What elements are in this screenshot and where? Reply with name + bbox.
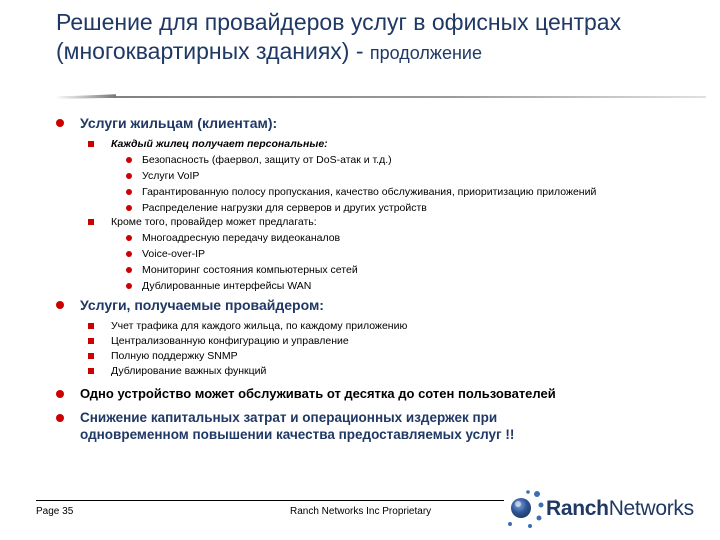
bullet-square-icon: [88, 219, 94, 225]
bullet-dot-icon: [126, 235, 132, 241]
bullet-dot-icon: [126, 283, 132, 289]
section-label-line-2: одновременном повышении качества предоставляемых услуг !!: [80, 427, 515, 442]
list-item-text: Гарантированную полосу пропускания, качество обслуживания, приоритизацию приложений: [142, 186, 597, 198]
bullet-dot-icon: [56, 414, 64, 422]
title-continuation: продолжение: [369, 43, 482, 63]
title-divider: [56, 96, 706, 98]
logo-wordmark: [546, 497, 694, 521]
list-item-text: Распределение нагрузки для серверов и других устройств: [142, 202, 427, 214]
bullet-dot-icon: [56, 390, 64, 398]
sub-label: Каждый жилец получает персональные:: [111, 138, 328, 150]
bullet-dot-icon: [56, 119, 64, 127]
globe-logo-icon: [506, 488, 546, 530]
bullet-dot-icon: [126, 157, 132, 163]
bullet-dot-icon: [126, 173, 132, 179]
list-item-text: Многоадресную передачу видеоканалов: [142, 232, 341, 244]
list-item-text: Дублирование важных функций: [111, 365, 267, 377]
title-line-2: [56, 37, 696, 68]
logo-text-light: Networks: [608, 497, 694, 520]
company-logo: [506, 488, 696, 530]
list-item-text: Безопасность (фаервол, защиту от DoS-атак и т.д.): [142, 154, 392, 166]
proprietary-notice: Ranch Networks Inc Proprietary: [290, 506, 432, 517]
bullet-square-icon: [88, 368, 94, 374]
bullet-dot-icon: [126, 205, 132, 211]
list-item-text: Мониторинг состояния компьютерных сетей: [142, 264, 358, 276]
footer-divider: [36, 500, 504, 501]
section-label: Одно устройство может обслуживать от десятка до сотен пользователей: [80, 386, 556, 401]
bullet-square-icon: [88, 353, 94, 359]
section-label-line-1: Снижение капитальных затрат и операционных издержек при: [80, 410, 498, 425]
bullet-dot-icon: [126, 251, 132, 257]
bullet-dot-icon: [126, 189, 132, 195]
title-line-1: Решение для провайдеров услуг в офисных центрах: [56, 9, 622, 35]
bullet-square-icon: [88, 323, 94, 329]
slide-title: [56, 8, 696, 68]
list-item-text: Полную поддержку SNMP: [111, 350, 238, 362]
bullet-square-icon: [88, 141, 94, 147]
page-number: Page 35: [36, 506, 74, 517]
bullet-square-icon: [88, 338, 94, 344]
sub-label: Кроме того, провайдер может предлагать:: [111, 216, 317, 228]
list-item-text: Voice-over-IP: [142, 248, 206, 260]
bullet-dot-icon: [56, 301, 64, 309]
list-item-text: Услуги VoIP: [142, 170, 200, 182]
list-item-text: Учет трафика для каждого жильца, по каждому приложению: [111, 320, 408, 332]
section-label: Услуги, получаемые провайдером:: [80, 297, 324, 313]
bullet-dot-icon: [126, 267, 132, 273]
list-item-text: Дублированные интерфейсы WAN: [142, 280, 312, 292]
title-line-2-main: (многоквартирных зданиях) -: [56, 38, 370, 64]
list-item-text: Централизованную конфигурацию и управление: [111, 335, 349, 347]
section-label: Услуги жильцам (клиентам):: [80, 115, 278, 131]
logo-text-bold: Ranch: [546, 497, 609, 520]
